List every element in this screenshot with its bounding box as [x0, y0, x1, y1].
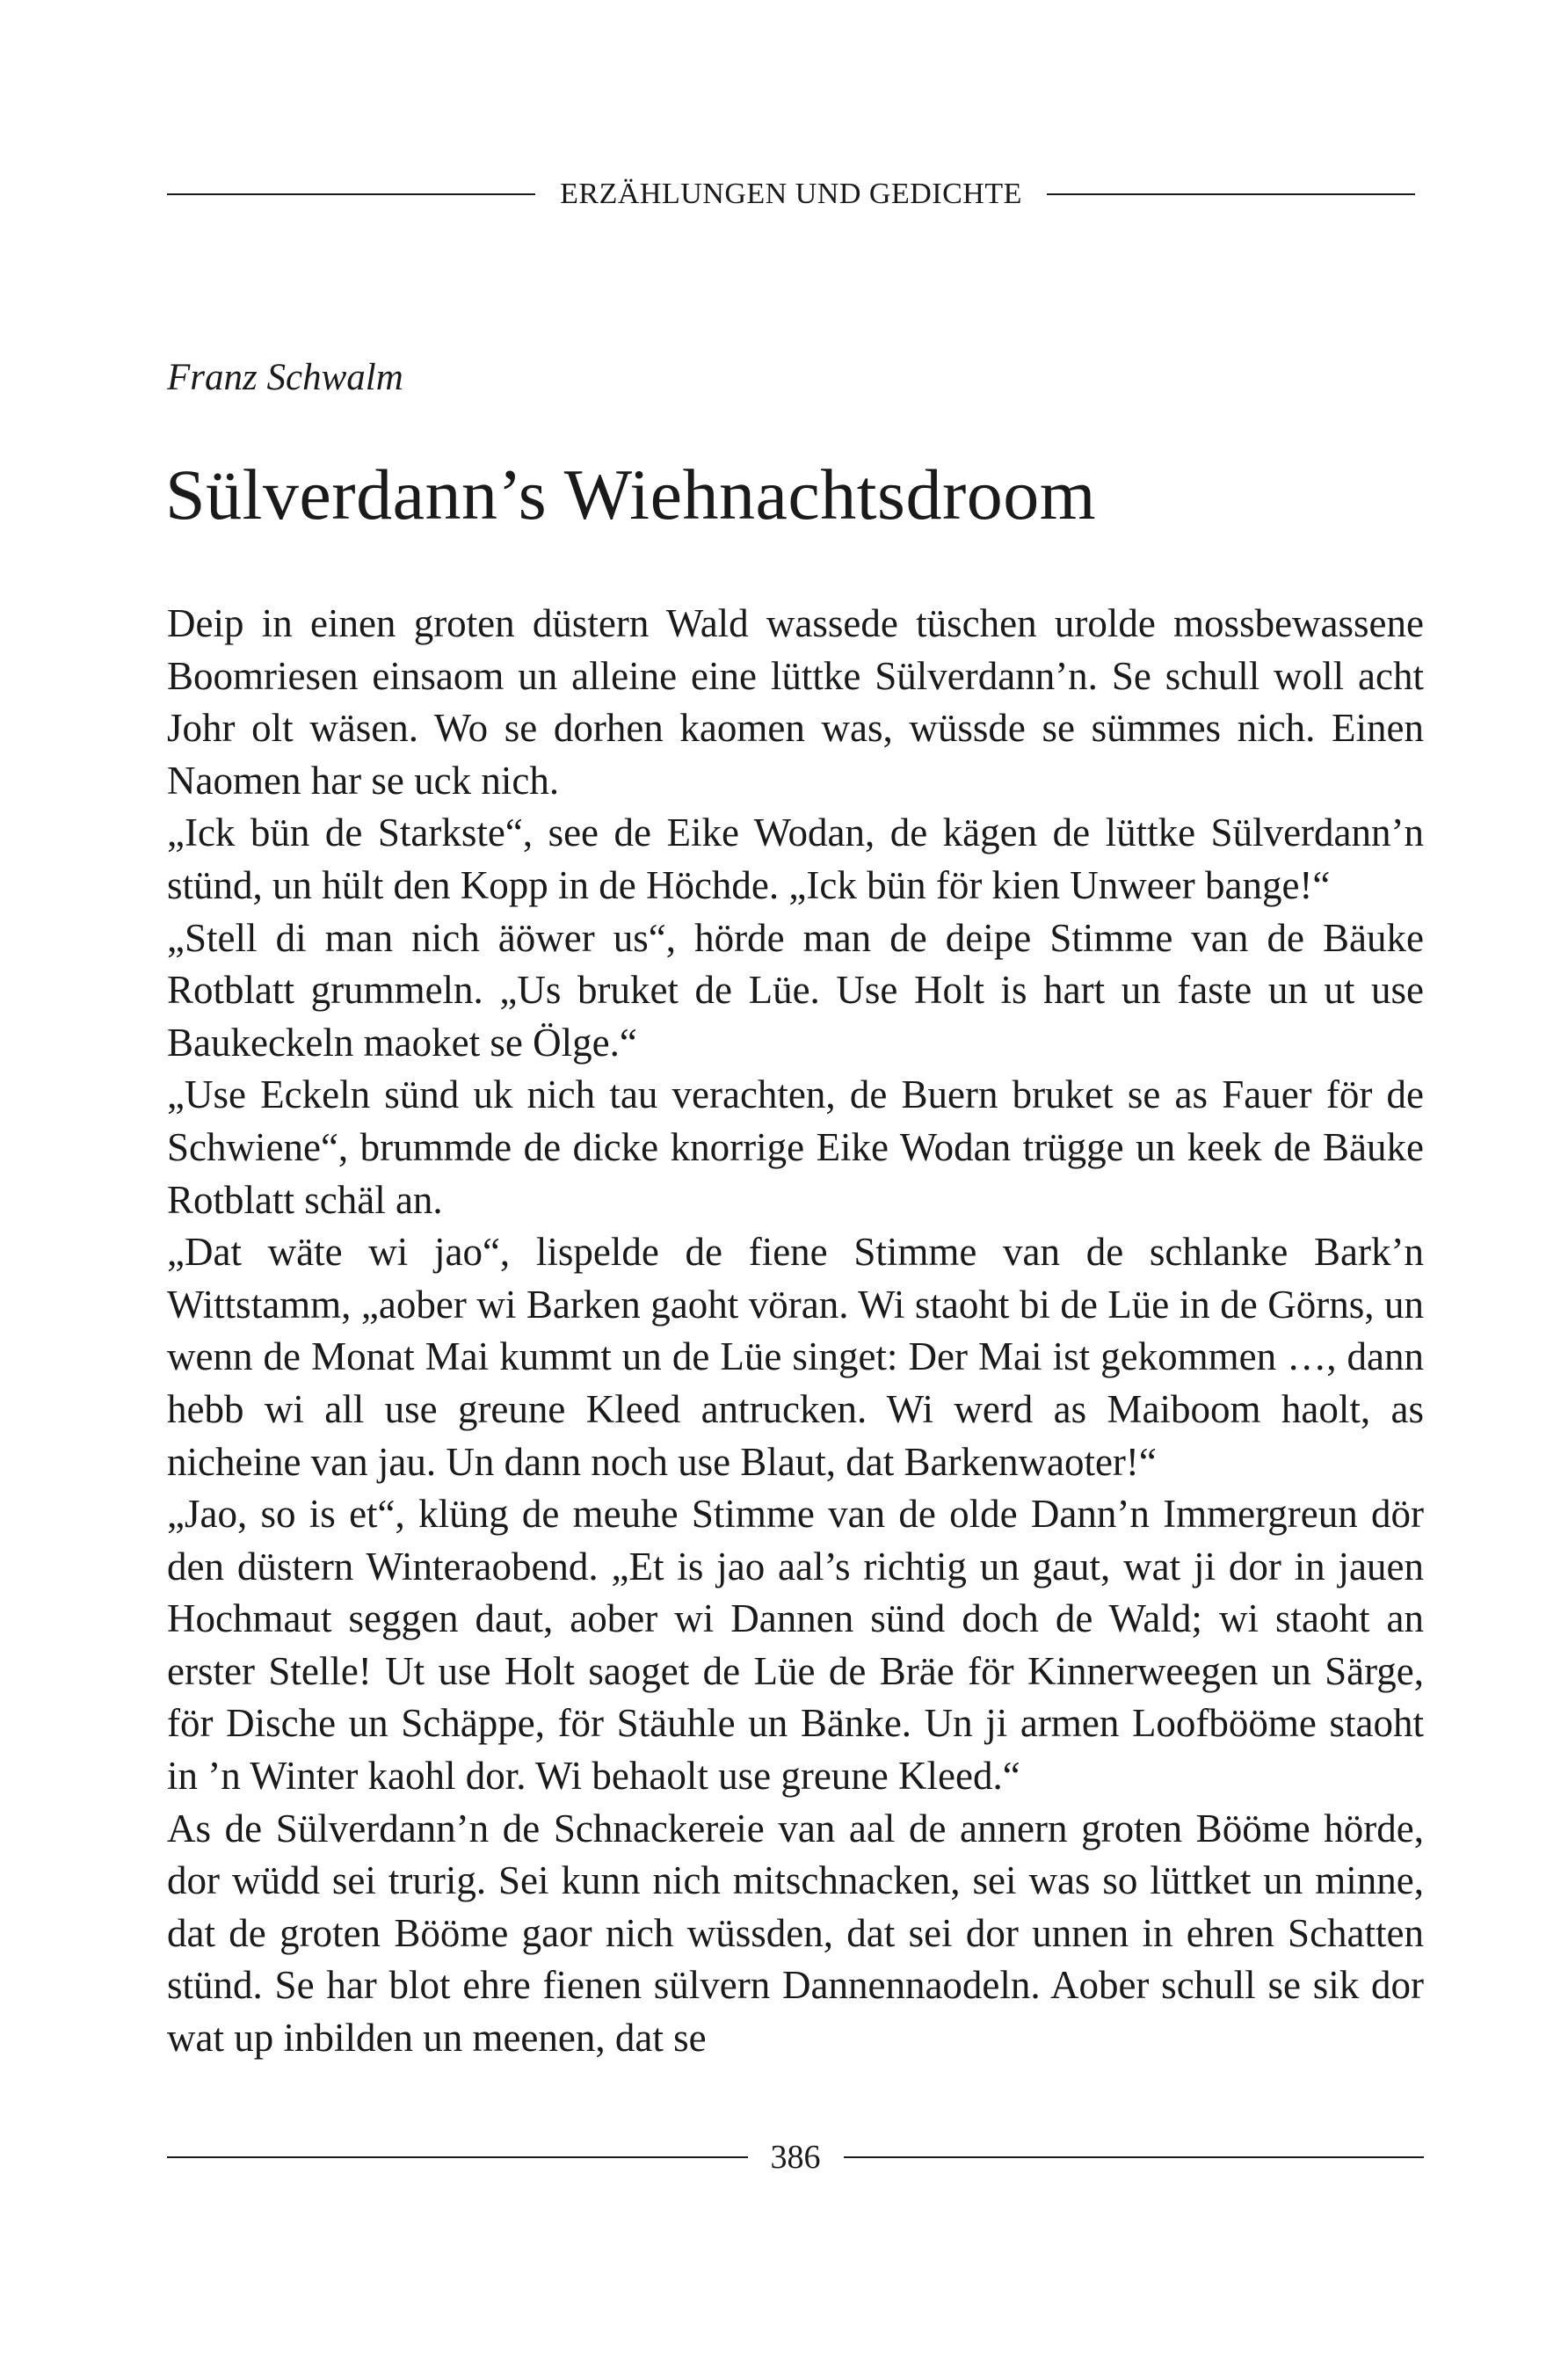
paragraph: „Ick bün de Starkste“, see de Eike Wodan, de kägen de lüttke Sülverdann’n stünd, un hült den Kopp in de Höchde. „Ick bün för kien Unweer bange!“: [167, 811, 1424, 907]
paragraph: „Use Eckeln sünd uk nich tau verachten, de Buern bruket se as Fauer för de Schwiene“, brummde de dicke knorrige Eike Wodan trügge un keek de Bäuke Rotblatt schäl an.: [167, 1072, 1424, 1222]
paragraph: „Dat wäte wi jao“, lispelde de fiene Stimme van de schlanke Bark’n Wittstamm, „aober wi Barken gaoht vöran. Wi staoht bi de Lüe in de Görns, un wenn de Monat Mai kummt un de Lüe singet: Der Mai ist gekommen …, dann hebb wi all use greune Kleed antrucken. Wi werd as Maiboom haolt, as nicheine van jau. Un dann noch use Blaut, dat Barkenwaoter!“: [167, 1230, 1424, 1484]
page-number: 386: [770, 2139, 821, 2176]
paragraph: As de Sülverdann’n de Schnackereie van aal de annern groten Bööme hörde, dor wüdd sei trurig. Sei kunn nich mitschnacken, sei was so lüttket un minne, dat de groten Bööme gaor nich wüssden, dat sei dor unnen in ehren Schatten stünd. Se har blot ehre fienen sülvern Dannennaodeln. Aober schull se sik dor wat up inbilden un meenen, dat se: [167, 1806, 1424, 2061]
footer-rule-right: [844, 2156, 1425, 2158]
running-title: ERZÄHLUNGEN UND GEDICHTE: [560, 178, 1022, 210]
header-rule-left: [167, 193, 535, 195]
running-header: [167, 178, 1415, 211]
paragraph: Deip in einen groten düstern Wald wassede tüschen urolde mossbewassene Boomriesen einsaom un alleine eine lüttke Sülverdann’n. Se schull woll acht Johr olt wäsen. Wo se dorhen kaomen was, wüssde se sümmes nich. Einen Naomen har se uck nich.: [167, 601, 1424, 803]
story-title: Sülverdann’s Wiehnachtsdroom: [165, 454, 1097, 534]
footer-rule-left: [167, 2156, 748, 2158]
author-name: Franz Schwalm: [167, 357, 403, 398]
paragraph: „Stell di man nich äöwer us“, hörde man de deipe Stimme van de Bäuke Rotblatt grummeln. „Us bruket de Lüe. Use Holt is hart un faste un ut use Baukeckeln maoket se Ölge.“: [167, 915, 1424, 1065]
page-footer: [167, 2138, 1424, 2177]
header-rule-right: [1047, 193, 1415, 195]
story-body: [167, 598, 1424, 2065]
paragraph: „Jao, so is et“, klüng de meuhe Stimme van de olde Dann’n Immergreun dör den düstern Winteraobend. „Et is jao aal’s richtig un gaut, wat ji dor in jauen Hochmaut seggen daut, aober wi Dannen sünd doch de Wald; wi staoht an erster Stelle! Ut use Holt saoget de Lüe de Bräe för Kinnerweegen un Särge, för Dische un Schäppe, för Stäuhle un Bänke. Un ji armen Loofbööme staoht in ’n Winter kaohl dor. Wi behaolt use greune Kleed.“: [167, 1492, 1424, 1799]
